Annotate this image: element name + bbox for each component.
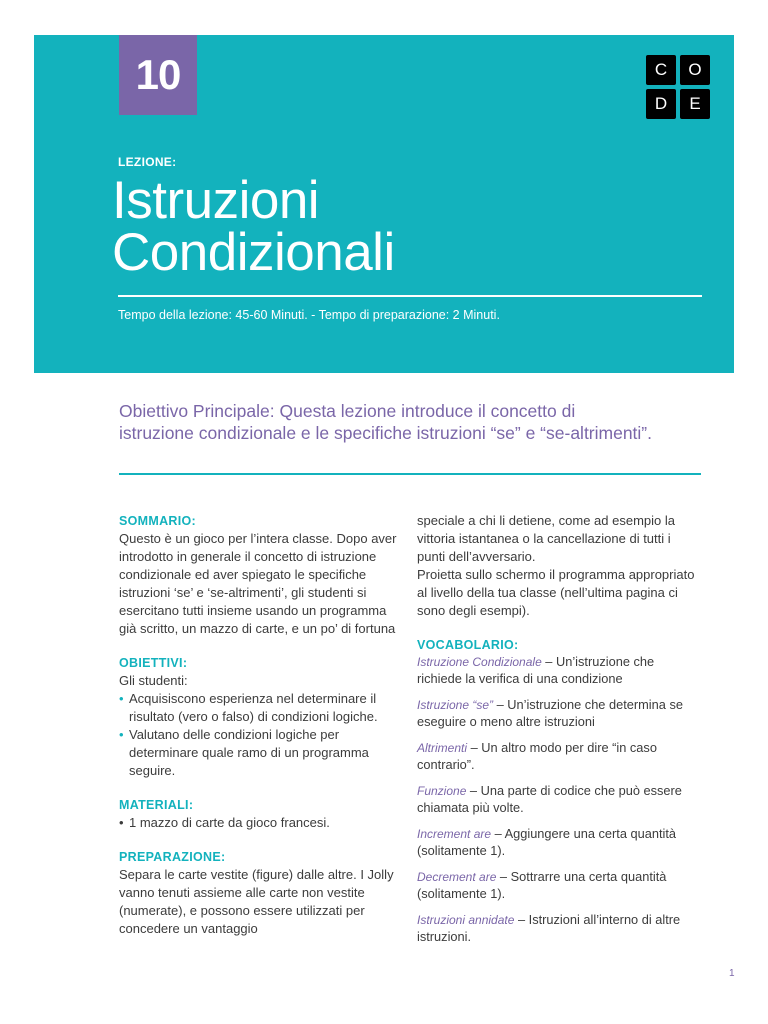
preparation-text-continued: speciale a chi li detiene, come ad esempio la vittoria istantanea o la cancellazione di tutti i punti dell’avversario.: [417, 513, 675, 564]
objective-line-2: istruzione condizionale e le specifiche istruzioni “se” e “se-altrimenti”.: [119, 423, 652, 443]
page-number: 1: [729, 968, 735, 979]
right-column: [417, 512, 702, 955]
banner-divider: [118, 295, 702, 297]
preparation-text: Separa le carte vestite (figure) dalle altre. I Jolly vanno tenuti assieme alle carte non vestite (numerate), e possono essere utilizzati per concedere un vantaggio: [119, 867, 394, 936]
logo-letter-e: E: [680, 89, 710, 119]
vocab-item: Funzione – Una parte di codice che può essere chiamata più volte.: [417, 783, 682, 815]
list-item: • Acquisiscono esperienza nel determinare il risultato (vero o falso) di condizioni logiche.: [119, 691, 378, 724]
summary-heading: SOMMARIO:: [119, 514, 196, 528]
vocab-item: Istruzioni annidate – Istruzioni all’interno di altre istruzioni.: [417, 912, 681, 944]
code-logo: [646, 55, 710, 119]
list-item: • 1 mazzo di carte da gioco francesi.: [119, 815, 330, 830]
bullet-icon: •: [119, 727, 124, 742]
vocab-definition: Un’istruzione che richiede la verifica di una condizione: [417, 654, 655, 686]
vocab-term: Istruzione Condizionale: [417, 655, 542, 669]
vocab-definition: Un altro modo per dire “in caso contrario”.: [417, 740, 657, 772]
vocab-definition: Aggiungere una certa quantità (solitamente 1).: [417, 826, 677, 858]
vocab-item: Decrement are – Sottrarre una certa quantità (solitamente 1).: [417, 869, 667, 901]
left-column: [119, 512, 404, 938]
vocab-definition: Un’istruzione che determina se eseguire o meno altre istruzioni: [417, 697, 683, 729]
vocab-item: Increment are – Aggiungere una certa quantità (solitamente 1).: [417, 826, 677, 858]
vocab-term: Increment are: [417, 827, 492, 841]
vocab-definition: Istruzioni all’interno di altre istruzioni.: [417, 912, 681, 944]
objectives-heading: OBIETTIVI:: [119, 656, 188, 670]
logo-letter-c: C: [646, 55, 676, 85]
list-item: • Valutano delle condizioni logiche per determinare quale ramo di un programma seguire.: [119, 727, 369, 778]
vocab-definition: Sottrarre una certa quantità (solitamente 1).: [417, 869, 667, 901]
materials-heading: MATERIALI:: [119, 798, 194, 812]
vocab-term: Funzione: [417, 784, 467, 798]
lesson-label: LEZIONE:: [118, 155, 177, 169]
vocab-item: Altrimenti – Un altro modo per dire “in caso contrario”.: [417, 740, 657, 772]
section-divider: [119, 473, 701, 475]
title-line-2: Condizionali: [112, 223, 395, 282]
preparation-projection-text: Proietta sullo schermo il programma appropriato al livello della tua classe (nell’ultima pagina ci sono degli esempi).: [417, 567, 695, 618]
objectives-intro: Gli studenti:: [119, 673, 188, 688]
main-objective: [119, 400, 719, 444]
lesson-time-info: Tempo della lezione: 45-60 Minuti. - Tempo di preparazione: 2 Minuti.: [118, 308, 500, 322]
logo-letter-o: O: [680, 55, 710, 85]
vocab-item: Istruzione Condizionale – Un’istruzione che richiede la verifica di una condizione: [417, 654, 655, 686]
vocab-item: Istruzione “se” – Un’istruzione che determina se eseguire o meno altre istruzioni: [417, 697, 683, 729]
objectives-list: [119, 690, 404, 780]
preparation-heading: PREPARAZIONE:: [119, 850, 226, 864]
lesson-title: [112, 171, 395, 282]
materials-list: [119, 814, 404, 832]
lesson-banner: [34, 35, 734, 373]
vocab-term: Istruzione “se”: [417, 698, 494, 712]
bullet-icon: •: [119, 691, 124, 706]
logo-letter-d: D: [646, 89, 676, 119]
lesson-number-badge: 10: [119, 35, 197, 115]
bullet-icon: •: [119, 815, 124, 830]
vocab-term: Altrimenti: [417, 741, 468, 755]
objective-line-1: Obiettivo Principale: Questa lezione introduce il concetto di: [119, 401, 576, 421]
vocab-term: Istruzioni annidate: [417, 913, 515, 927]
vocabulary-heading: VOCABOLARIO:: [417, 638, 519, 652]
title-line-1: Istruzioni: [112, 171, 320, 230]
vocab-definition: Una parte di codice che può essere chiamata più volte.: [417, 783, 682, 815]
vocab-term: Decrement are: [417, 870, 497, 884]
summary-text: Questo è un gioco per l’intera classe. Dopo aver introdotto in generale il concetto di istruzione condizionale ed aver spiegato le specifiche istruzioni ‘se’ e ‘se-altrimenti’, gli studenti si esercitano tutti insieme usando un programma già scritto, un mazzo di carte, e un po’ di fortuna: [119, 531, 397, 636]
